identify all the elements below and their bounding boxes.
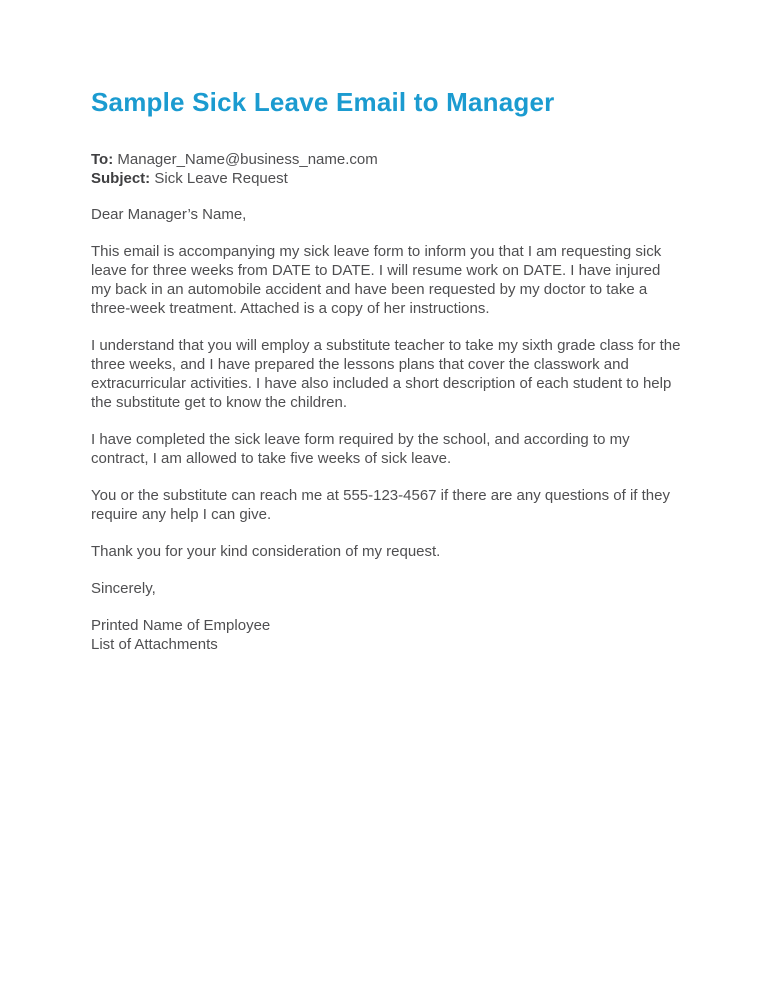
to-value: Manager_Name@business_name.com bbox=[117, 151, 378, 168]
paragraph-contact: You or the substitute can reach me at 555-123-4567 if there are any questions of if they require any help I can give. bbox=[91, 487, 670, 523]
subject-label: Subject: bbox=[91, 170, 151, 187]
paragraph-substitute: I understand that you will employ a substitute teacher to take my sixth grade class for the three weeks, and I have prepared the lessons plans that cover the classwork and extracurricular activities. I have also included a short description of each student to help the substitute get to know the children. bbox=[91, 337, 681, 411]
signature-attachments: List of Attachments bbox=[91, 636, 218, 653]
paragraph-thanks: Thank you for your kind consideration of my request. bbox=[91, 543, 441, 560]
email-to-line bbox=[91, 150, 682, 169]
paragraph-request: This email is accompanying my sick leave form to inform you that I am requesting sick leave for three weeks from DATE to DATE. I will resume work on DATE. I have injured my back in an automobile accident and have been requested by my doctor to take a three-week treatment. Attached is a copy of her instructions. bbox=[91, 243, 662, 317]
signature-block bbox=[91, 616, 682, 654]
salutation: Dear Manager’s Name, bbox=[91, 206, 247, 223]
to-label: To: bbox=[91, 151, 114, 168]
subject-value: Sick Leave Request bbox=[154, 170, 288, 187]
page-title: Sample Sick Leave Email to Manager bbox=[91, 87, 555, 117]
closing: Sincerely, bbox=[91, 580, 156, 597]
signature-name: Printed Name of Employee bbox=[91, 617, 271, 634]
paragraph-contract: I have completed the sick leave form required by the school, and according to my contract, I am allowed to take five weeks of sick leave. bbox=[91, 431, 630, 467]
email-subject-line bbox=[91, 169, 682, 188]
